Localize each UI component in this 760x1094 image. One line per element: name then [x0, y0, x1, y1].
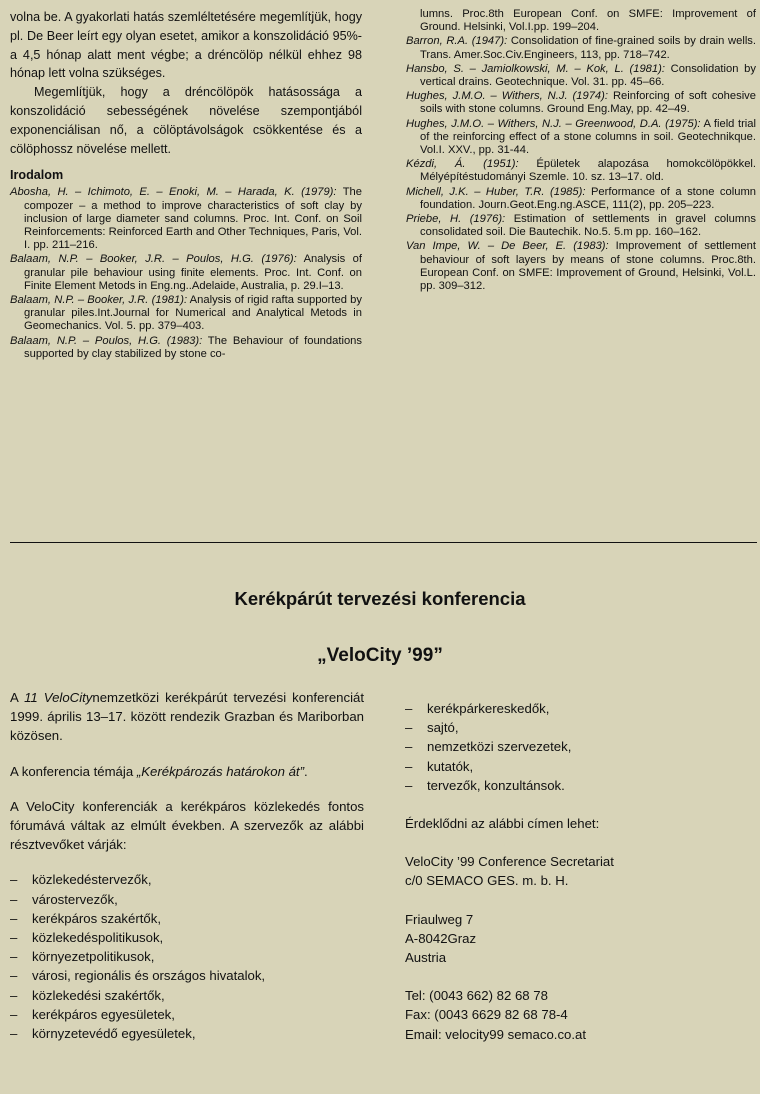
reference-authors: Priebe, H. (1976): [406, 213, 506, 226]
reference-authors: Hughes, J.M.O. – Withers, N.J. – Greenwood, D.A. (1975): [406, 117, 701, 130]
article-left-column [10, 8, 362, 362]
conference-intro [10, 688, 364, 746]
address-country: Austria [405, 950, 447, 966]
contact-fax: Fax: (0043 6629 82 68 78-4 [405, 1007, 568, 1023]
reference-text: Reinforcing of soft cohesive soils with stone columns. Ground Eng.May, pp. 42–49. [420, 90, 756, 116]
reference-item [10, 335, 362, 361]
participant-item: – közlekedési szakértők, [10, 986, 364, 1005]
reference-text: Improvement of settlement behaviour of soft layers by means of stone columns. Proc.8th. European Conf. on SMFE: Improvement of Ground, Helsinki, Vol.L. pp. 309–312. [420, 240, 756, 293]
reference-authors: Michell, J.K. – Huber, T.R. (1985): [406, 185, 586, 198]
participant-item: – közlekedéspolitikusok, [10, 928, 364, 947]
participant-item: – közlekedéstervezők, [10, 870, 364, 889]
reference-item [406, 240, 756, 293]
reference-item [406, 118, 756, 158]
reference-text: Consolidation by vertical drains. Geotechnique. Vol. 31. pp. 45–66. [420, 62, 756, 89]
reference-item [10, 253, 362, 293]
reference-text: The compozer – a method to improve characteristics of soft clay by inclusion of large diameter sand columns. Proc. Int. Conf. on Soil Reinforcements: Reinforced Earth and Other Techniques, Paris, Vol. I. pp. 211–216. [24, 186, 362, 252]
article-right-column [406, 8, 756, 294]
reference-text: lumns. Proc.8th European Conf. on SMFE: Improvement of Ground. Helsinki, Vol.I.pp. 199–204. [420, 8, 756, 34]
reference-text: Consolidation of fine-grained soils by drain wells. Trans. Amer.Soc.Civ.Engineers, 113, pp. 718–742. [420, 35, 757, 61]
participants-list-right [405, 699, 755, 795]
participant-item: – kerékpárkereskedők, [405, 699, 755, 718]
conference-left-column [10, 688, 364, 1043]
references-heading: Irodalom [10, 168, 64, 183]
reference-authors: Barron, R.A. (1947): [406, 35, 508, 48]
conference-subtitle: „VeloCity ’99” [317, 645, 443, 666]
reference-authors: Balaam, N.P. – Booker, J.R. – Poulos, H.G. (1976): [10, 253, 297, 266]
article-paragraph-2: Megemlítjük, hogy a dréncölöpök hatásossága a konszolidáció sebességének növelése szempontjából exponenciálisan nő, a cölöptávolságok csökkentése és a cölöphossz növelése mellett. [10, 85, 362, 156]
participant-item: – kerékpáros egyesületek, [10, 1005, 364, 1024]
reference-authors: Abosha, H. – Ichimoto, E. – Enoki, M. – Harada, K. (1979): [10, 186, 337, 199]
conference-title: Kerékpárút tervezési konferencia [234, 588, 526, 609]
section-divider [10, 542, 757, 543]
contact-organization: VeloCity ’99 Conference Secretariat [405, 854, 614, 870]
conference-forum: A VeloCity konferenciák a kerékpáros közlekedés fontos fórumává váltak az elmúlt években. A szervezők az alábbi résztvevőket várják: [10, 798, 364, 853]
reference-item [406, 63, 756, 89]
reference-authors: Hansbo, S. – Jamiolkowski, M. – Kok, L. (1981): [406, 62, 665, 75]
reference-text: The Behaviour of foundations supported by clay stabilized by stone co- [24, 334, 362, 360]
participant-item: – nemzetközi szervezetek, [405, 737, 755, 756]
reference-item [406, 8, 756, 34]
reference-text: A field trial of the reinforcing effect of a stone columns in soil. Geotechnikque. Vol.I. XXV., pp. 31-44. [420, 117, 756, 157]
intro-post: nemzetközi kerékpárút tervezési konferenciát 1999. április 13–17. között rendezik Grazban és Mariborban közösen. [10, 690, 365, 744]
theme-post: . [303, 763, 308, 779]
reference-authors: Balaam, N.P. – Poulos, H.G. (1983): [10, 334, 203, 347]
theme-pre: A konferencia témája [10, 763, 137, 779]
reference-item [406, 213, 756, 239]
reference-authors: Hughes, J.M.O. – Withers, N.J. (1974): [406, 90, 608, 103]
address-city: A-8042Graz [405, 930, 477, 946]
reference-authors: Kézdi, Á. (1951): [406, 158, 519, 171]
participant-item: – kutatók, [405, 757, 755, 776]
participant-item: – tervezők, konzultánsok. [405, 776, 755, 795]
reference-item [10, 186, 362, 252]
participant-item: – kerékpáros szakértők, [10, 909, 364, 928]
references-list-right [406, 8, 756, 293]
contact-email: Email: velocity99 semaco.co.at [405, 1026, 587, 1042]
conference-theme [10, 762, 364, 781]
participant-item: – városi, regionális és országos hivatalok, [10, 966, 364, 985]
intro-pre: A [10, 690, 25, 705]
reference-authors: Van Impe, W. – De Beer, E. (1983): [406, 240, 609, 253]
address-street: Friaulweg 7 [405, 911, 474, 927]
reference-text: Analysis of granular pile behaviour using finite elements. Proc. Int. Conf. on Finite Element Metods in Eng.ng..Adelaide, Australia, p. 29.I–13. [24, 253, 362, 292]
participant-item: – környezetpolitikusok, [10, 947, 364, 966]
reference-text: Performance of a stone column foundation. Journ.Geot.Eng.ng.ASCE, 111(2), pp. 205–223. [420, 185, 756, 211]
theme-title: „Kerékpározás határokon át” [136, 763, 304, 779]
participant-item: – várostervezők, [10, 890, 364, 909]
conference-right-column [405, 699, 755, 1044]
article-paragraph-1: volna be. A gyakorlati hatás szemléltetésére megemlítjük, hogy pl. De Beer leírt egy olyan esetet, amikor a konszolidáció 95%-a 4,5 hónap alatt ment végbe; a dréncölöp nélkül ehhez 98 hónap lett volna szükséges. [10, 10, 362, 81]
reference-item [406, 90, 756, 116]
participants-list-left [10, 870, 364, 1043]
intro-event-name: 11 VeloCity [24, 690, 93, 705]
reference-authors: Balaam, N.P. – Booker, J.R. (1981): [10, 294, 188, 306]
contact-intro: Érdeklődni az alábbi címen lehet: [405, 816, 600, 832]
participant-item: – környzetevédő egyesületek, [10, 1024, 364, 1043]
contact-organization-care-of: c/0 SEMACO GES. m. b. H. [405, 873, 569, 889]
contact-phone: Tel: (0043 662) 82 68 78 [405, 988, 548, 1004]
reference-text: Estimation of settlements in gravel columns consolidated soil. Die Bautechik. No.5. 5.m pp. 160–162. [420, 213, 756, 239]
reference-text: Épületek alapozása homokcölöpökkel. Mélyépítéstudományi Szemle. 10. sz. 13–17. old. [420, 158, 757, 184]
reference-item [406, 186, 756, 212]
reference-text: Analysis of rigid rafta supported by granular piles.Int.Journal for Numerical and Analytical Metods in Geomechanics. Vol. 5. pp. 379–403. [24, 294, 362, 333]
reference-item [406, 158, 756, 184]
reference-item [10, 294, 362, 334]
references-list-left [10, 186, 362, 361]
participant-item: – sajtó, [405, 718, 755, 737]
reference-item [406, 35, 756, 61]
